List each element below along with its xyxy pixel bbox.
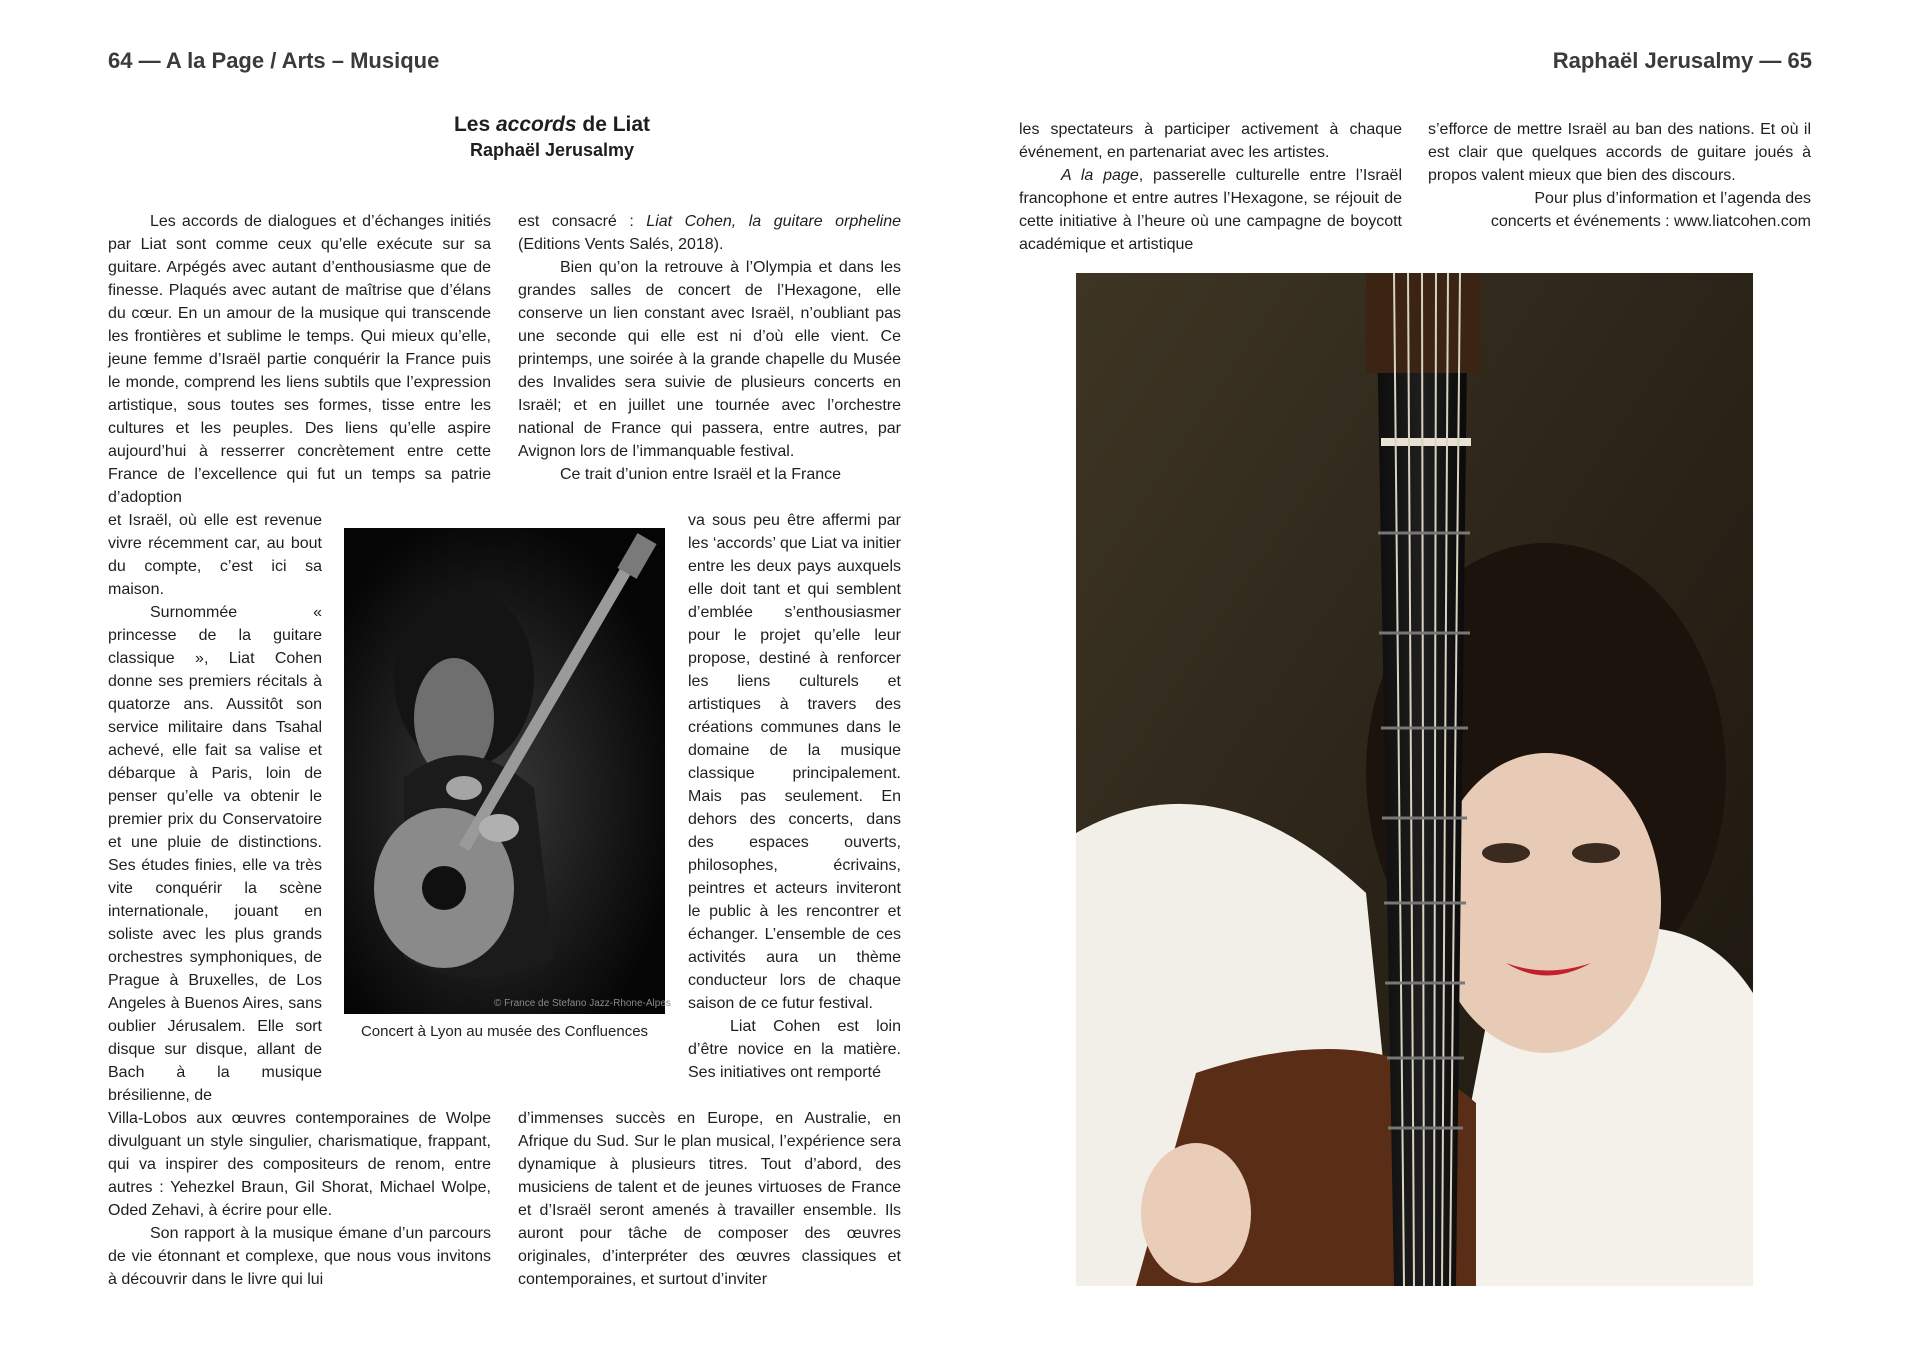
paragraph: Son rapport à la musique émane d’un parcours de vie étonnant et complexe, que nous vous invitons à découvrir dans le livre qui lui — [108, 1225, 491, 1288]
photo-caption: Concert à Lyon au musée des Confluences — [360, 1023, 649, 1040]
paragraph: va sous peu être affermi par les ‘accords’ que Liat va initier entre les deux pays auxquels elle doit tant et qui semblent d’emblée s’enthousiasmer pour le projet qu’elle leur propose, destiné à renforcer les liens culturels et artistiques à travers des créations communes dans le domaine de la musique classique principalement. Mais pas seulement. En dehors des concerts, dans des espaces ouverts, philosophes, écrivains, peintres et acteurs inviteront le public à les rencontrer et échanger. L’ensemble de ces activités aura un thème conducteur lors de chaque saison de ce futur festival. — [688, 512, 901, 1012]
column-2-top — [518, 210, 901, 486]
column-3 — [1019, 118, 1402, 256]
column-1-bottom — [108, 1107, 491, 1291]
column-4 — [1428, 118, 1811, 233]
paragraph: est consacré : Liat Cohen, la guitare orpheline (Editions Vents Salés, 2018). — [518, 213, 902, 253]
column-1-narrow — [108, 509, 322, 1107]
paragraph: Bien qu’on la retrouve à l’Olympia et dans les grandes salles de concert de l’Hexagone, elle conserve un lien constant avec Israël, n’oubliant pas une seconde qui elle est ni d’où elle vient. Ce printemps, une soirée à la grande chapelle du Musée des Invalides sera suivie de plusieurs concerts en Israël; et en juillet une tournée avec l’orchestre national de France qui passera, entre autres, par Avignon lors de l’immanquable festival. — [518, 259, 901, 460]
paragraph: et Israël, où elle est revenue vivre récemment car, au bout du compte, c’est ici sa maison. — [108, 512, 322, 598]
paragraph: Surnommée « princesse de la guitare classique », Liat Cohen donne ses premiers récitals à quatorze ans. Aussitôt son service militaire dans Tsahal achevé, elle fait sa valise et débarque à Paris, loin de penser qu’elle va obtenir le premier prix du Conservatoire et une pluie de distinctions. Ses études finies, elle va très vite conquérir la scène internationale, jouant en soliste avec les plus grands orchestres symphoniques, de Prague à Bruxelles, de Los Angeles à Buenos Aires, sans oublier Jérusalem. Elle sort disque sur disque, allant de Bach à la musique brésilienne, de — [108, 604, 322, 1104]
paragraph: A la page, passerelle culturelle entre l’Israël francophone et entre autres l’Hexagone, se réjouit de cette initiative à l’heure où une campagne de boycott académique et artistique — [1019, 167, 1403, 253]
column-2-narrow — [688, 509, 901, 1084]
paragraph: d’immenses succès en Europe, en Australie, en Afrique du Sud. Sur le plan musical, l’expérience sera dynamique à plusieurs titres. Tout d’abord, des musiciens de talent et de jeunes virtuoses de France et d’Israël seront amenés à travailler ensemble. Ils auront pour tâche de composer des œuvres originales, d’interpréter des œuvres classiques et contemporaines, et surtout d’inviter — [518, 1110, 901, 1288]
paragraph: s’efforce de mettre Israël au ban des nations. Et où il est clair que quelques accords de guitare joués à propos valent mieux que bien des discours. — [1428, 121, 1811, 184]
photo-credit: © France de Stefano Jazz-Rhone-Alpes — [494, 998, 671, 1009]
column-1-top — [108, 210, 491, 509]
column-2-bottom — [518, 1107, 901, 1291]
paragraph: Pour plus d’information et l’agenda des concerts et événements : www.liatcohen.com — [1490, 190, 1811, 230]
article-title: Les accords de Liat — [453, 113, 651, 136]
running-header-left: 64 — A la Page / Arts – Musique — [108, 48, 440, 73]
paragraph: Ce trait d’union entre Israël et la France — [560, 466, 842, 483]
running-header-right: Raphaël Jerusalmy — 65 — [1552, 48, 1812, 73]
portrait-photo — [1076, 273, 1753, 1286]
paragraph: les spectateurs à participer activement à chaque événement, en partenariat avec les artistes. — [1019, 121, 1402, 161]
paragraph: Villa-Lobos aux œuvres contemporaines de Wolpe divulguant un style singulier, charismatique, frappant, qui va inspirer des compositeurs de renom, entre autres : Yehezkel Braun, Gil Shorat, Michael Wolpe, Oded Zehavi, à écrire pour elle. — [108, 1110, 491, 1219]
concert-photo — [344, 528, 671, 1014]
paragraph: Liat Cohen est loin d’être novice en la matière. Ses initiatives ont remporté — [688, 1018, 901, 1081]
paragraph: Les accords de dialogues et d’échanges initiés par Liat sont comme ceux qu’elle exécute sur sa guitare. Arpégés avec autant d’enthousiasme que de finesse. Plaqués avec autant de maîtrise que d’élans du cœur. En un amour de la musique qui transcende les frontières et sublime le temps. Qui mieux qu’elle, jeune femme d’Israël partie conquérir la France puis le monde, comprend les liens subtils que l’expression artistique, sous toutes ses formes, tisse entre les cultures et les peuples. Des liens qu’elle aspire aujourd’hui à resserrer concrètement entre cette France de l’excellence qui fut un temps sa patrie d’adoption — [108, 213, 491, 506]
article-author: Raphaël Jerusalmy — [469, 140, 635, 160]
